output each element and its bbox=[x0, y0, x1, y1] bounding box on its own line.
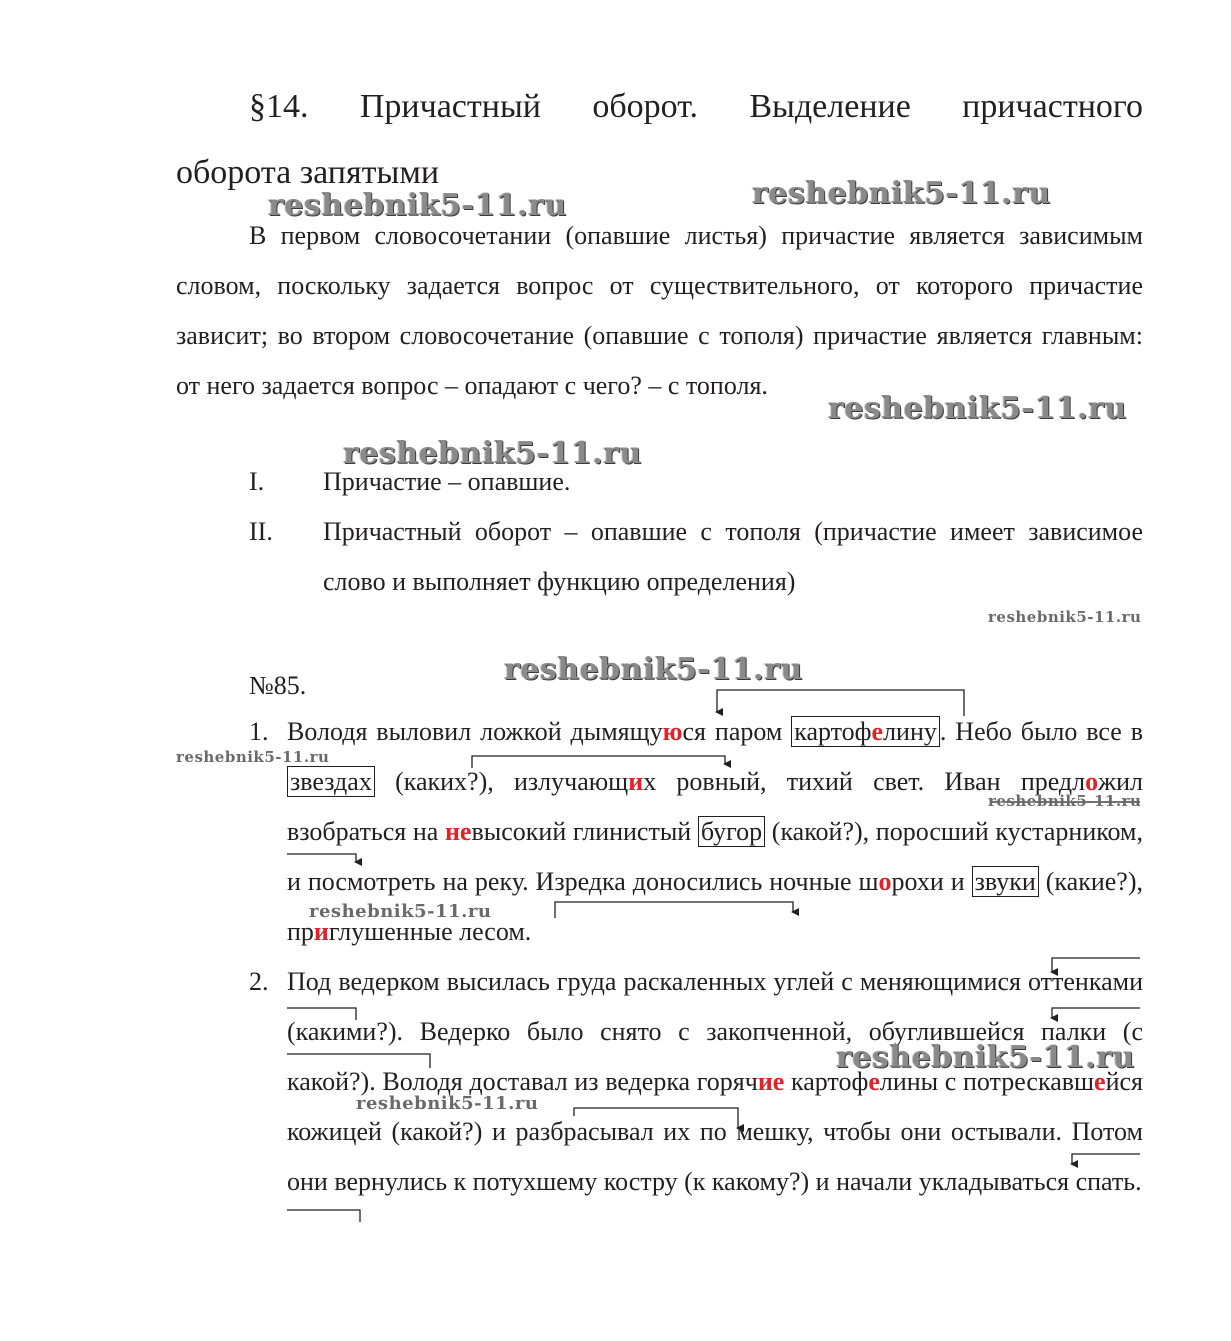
watermark: reshebnik5-11.ru bbox=[356, 1093, 539, 1114]
watermark: reshebnik5-11.ru bbox=[176, 748, 330, 766]
list-number-1: I. bbox=[249, 467, 265, 496]
arrow-11 bbox=[287, 1210, 360, 1222]
section-title-continuation: оборота запятыми bbox=[176, 154, 440, 191]
boxed-noun-zvuki: звуки bbox=[972, 866, 1039, 897]
watermark: reshebnik5-11.ru bbox=[309, 901, 492, 922]
watermark: reshebnik5-11.ru bbox=[268, 188, 567, 223]
watermark: reshebnik5-11.ru bbox=[343, 436, 642, 471]
exercise-2-number: 2. bbox=[249, 967, 269, 996]
watermark: reshebnik5-11.ru bbox=[836, 1040, 1135, 1075]
exercise-2: 2. Под ведерком высилась груда раскаленных углей с меняющимися оттенками (какими?). Ведерко было снято с закопченной, обуглившейся палки (с какой?). Володя доставал из ведерка горячие картофелины с потрескавшейся кожицей (какой?) и разбрасывал их по мешку, чтобы они остывали. Потом они вернулись к потухшему костру (к какому?) и начали укладываться спать. bbox=[287, 957, 1143, 1207]
watermark: reshebnik5-11.ru bbox=[504, 652, 803, 687]
watermark: reshebnik5-11.ru bbox=[988, 608, 1142, 626]
watermark: reshebnik5-11.ru bbox=[988, 792, 1142, 810]
watermark: reshebnik5-11.ru bbox=[752, 176, 1051, 211]
exercise-1-number: 1. bbox=[249, 717, 269, 746]
task-number: №85. bbox=[249, 671, 307, 700]
exercise-1: 1. Володя выловил ложкой дымящуюся паром картофелину . Небо было все в звездах (каких?), излучающих ровный, тихий свет. Иван предложил взобраться на невысокий глинистый бугор (какой?), поросший кустарником, и посмотреть на реку. Изредка доносились ночные шорохи и звуки (какие?), приглушенные лесом. bbox=[287, 707, 1143, 957]
list-number-2: II. bbox=[249, 517, 273, 546]
boxed-noun-bugor: бугор bbox=[698, 816, 765, 847]
watermark: reshebnik5-11.ru bbox=[828, 391, 1127, 426]
list-item-1: Причастие – опавшие. bbox=[323, 467, 571, 496]
list-item-2: Причастный оборот – опавшие с тополя (причастие имеет зависимое слово и выполняет функцию определения) bbox=[323, 517, 1143, 596]
section-title: §14. Причастный оборот. Выделение причастного bbox=[249, 88, 1143, 125]
explanation-paragraph: В первом словосочетании (опавшие листья) причастие является зависимым словом, поскольку задается вопрос от существительного, от которого причастие зависит; во втором словосочетание (опавшие с тополя) причастие является главным: от него задается вопрос – опадают с чего? – с тополя. bbox=[176, 221, 1143, 400]
boxed-noun-kartofelinu: картофелину bbox=[791, 716, 940, 747]
boxed-noun-zvezdah: звездах bbox=[287, 766, 375, 797]
